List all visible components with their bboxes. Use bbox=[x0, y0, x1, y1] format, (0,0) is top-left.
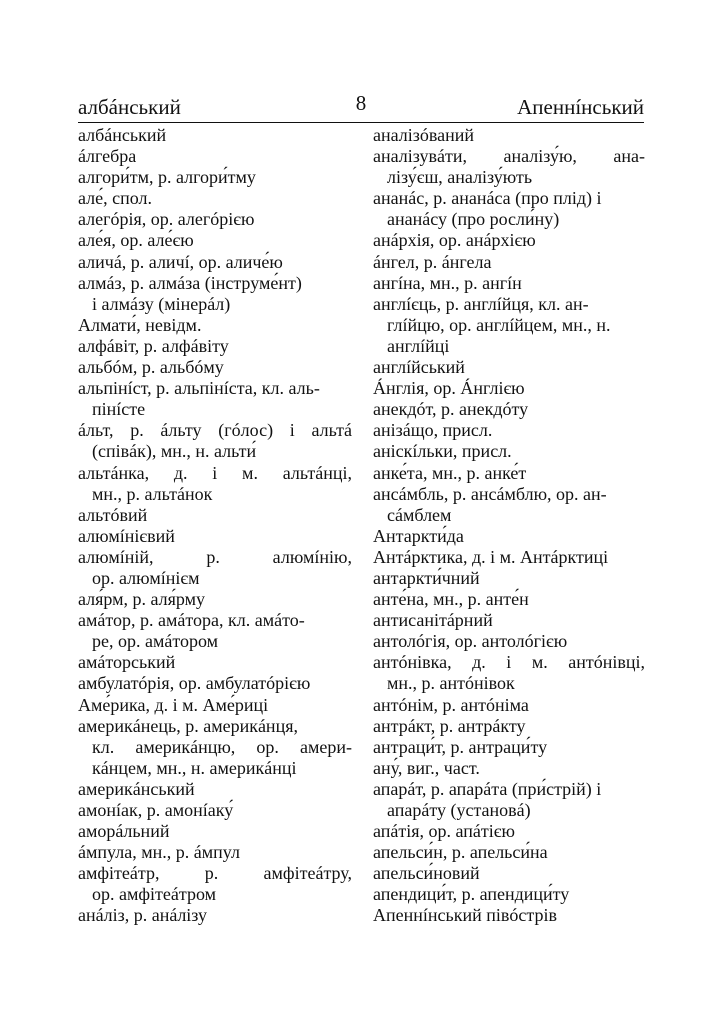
entry-line: глíйцю, ор. англíйцем, мн., н. bbox=[387, 314, 611, 335]
entry-line: анáрхія, ор. анáрхією bbox=[373, 230, 536, 251]
header-first-entry: албáнський bbox=[78, 95, 181, 119]
entry-line: апáтія, ор. апáтією bbox=[373, 821, 515, 842]
entry-line: ану́, виг., част. bbox=[373, 757, 480, 778]
entry-line: ангíна, мн., р. ангíн bbox=[373, 272, 522, 293]
entry-line: ансáмбль, р. ансáмблю, ор. ан- bbox=[373, 483, 607, 504]
entry-line: алмáз, р. алмáза (інструме́нт) bbox=[78, 272, 302, 293]
entry-line: ананáсу (про росли́ну) bbox=[387, 209, 560, 230]
entry-line: Аме́рика, д. і м. Аме́риці bbox=[78, 694, 269, 715]
entry-line: анте́на, мн., р. анте́н bbox=[373, 589, 529, 610]
entry-line: албáнський bbox=[78, 125, 167, 145]
entry-line: áмпула, мн., р. áмпул bbox=[78, 842, 240, 863]
entry-line: америкáнський bbox=[78, 778, 195, 799]
entry-line: мн., р. антóнівок bbox=[387, 673, 515, 694]
entry-line: апарáту (установá) bbox=[387, 800, 531, 820]
entry-line: кл. америкáнцю, ор. амери- bbox=[92, 736, 352, 757]
entry-line: амбулатóрія, ор. амбулатóрією bbox=[78, 673, 311, 694]
entry-line: пінíсте bbox=[92, 399, 146, 420]
entry-line: аніскíльки, присл. bbox=[373, 441, 512, 462]
entry-line: амáтор, р. амáтора, кл. амáто- bbox=[78, 610, 305, 631]
entry-line: антрáкт, р. антрáкту bbox=[373, 715, 526, 736]
entry-line: апендици́т, р. апендици́ту bbox=[373, 884, 570, 905]
entry-line: антраци́т, р. антраци́ту bbox=[373, 736, 548, 757]
entry-line: Антáрктика, д. і м. Антáрктиці bbox=[373, 546, 609, 567]
entry-line: альбóм, р. альбóму bbox=[78, 357, 224, 378]
entry-line: аналізóваний bbox=[373, 125, 475, 145]
entry-line: апельси́н, р. апельси́на bbox=[373, 842, 548, 863]
entry-line: áльт, р. áльту (гóлос) і альтá bbox=[78, 420, 352, 441]
entry-line: англíйський bbox=[373, 357, 465, 378]
entry-line: альтáнка, д. і м. альтáнці, bbox=[78, 462, 352, 483]
entry-line: кáнцем, мн., н. америкáнці bbox=[92, 757, 297, 778]
entry-line: Áнглія, ор. Áнглією bbox=[373, 378, 525, 399]
entry-line: антисанітáрний bbox=[373, 610, 493, 631]
entry-line: анекдóт, р. анекдóту bbox=[373, 399, 529, 420]
entry-line: англíйці bbox=[387, 335, 450, 356]
header-rule bbox=[78, 122, 644, 123]
entry-line: амонíак, р. амонíаку́ bbox=[78, 800, 234, 820]
entry-line: ре, ор. амáтором bbox=[92, 631, 219, 652]
entry-line: але́, спол. bbox=[78, 188, 152, 209]
page-number: 8 bbox=[355, 91, 367, 115]
entry-line: алгори́тм, р. алгори́тму bbox=[78, 167, 256, 188]
entry-line: антолóгія, ор. антолóгією bbox=[373, 631, 568, 652]
entry-line: і алмáзу (мінерáл) bbox=[92, 293, 231, 314]
running-header bbox=[78, 91, 644, 120]
entry-line: ананáс, р. ананáса (про плід) і bbox=[373, 188, 602, 209]
entry-line: Алмати́, невідм. bbox=[78, 314, 202, 335]
entry-line: áлгебра bbox=[78, 146, 137, 167]
entry-line: áнгел, р. áнгела bbox=[373, 251, 492, 272]
entry-line: Апеннíнський півóстрів bbox=[373, 905, 557, 926]
entry-line: алюмíній, р. алюмíнію, bbox=[78, 546, 352, 567]
entry-line: ор. амфітеáтром bbox=[92, 884, 217, 905]
entry-line: сáмблем bbox=[387, 504, 452, 525]
entry-line: антóнівка, д. і м. антóнівці, bbox=[373, 652, 645, 673]
entry-line: алфáвіт, р. алфáвіту bbox=[78, 335, 229, 356]
left-column bbox=[78, 125, 352, 927]
entry-line: альтóвий bbox=[78, 504, 148, 525]
entry-line: але́я, ор. але́єю bbox=[78, 230, 194, 251]
entry-line: анке́та, мн., р. анке́т bbox=[373, 462, 527, 483]
entry-line: аля́рм, р. аля́рму bbox=[78, 589, 206, 610]
entry-line: ор. алюмíнієм bbox=[92, 567, 200, 588]
right-column bbox=[373, 125, 645, 927]
entry-line: мн., р. альтáнок bbox=[92, 483, 213, 504]
entry-line: америкáнець, р. америкáнця, bbox=[78, 715, 298, 736]
entry-line: анáліз, р. анáлізу bbox=[78, 905, 208, 926]
entry-line: лізу́єш, аналізу́ють bbox=[387, 167, 533, 188]
entry-line: англíєць, р. англíйця, кл. ан- bbox=[373, 293, 589, 314]
entry-line: апельси́новий bbox=[373, 863, 480, 884]
entry-line: (співáк), мн., н. альти́ bbox=[92, 441, 257, 462]
entry-line: аличá, р. аличí, ор. аличе́ю bbox=[78, 251, 283, 272]
entry-line: алегóрія, ор. алегóрією bbox=[78, 209, 255, 230]
entry-line: аморáльний bbox=[78, 821, 170, 842]
entry-line: анізáщо, присл. bbox=[373, 420, 493, 441]
entry-line: антóнім, р. антóніма bbox=[373, 694, 529, 715]
entry-line: Антаркти́да bbox=[373, 525, 464, 546]
entry-line: аналізувáти, аналізу́ю, ана- bbox=[373, 146, 645, 167]
entry-line: апарáт, р. апарáта (при́стрій) і bbox=[373, 778, 602, 799]
header-last-entry: Апеннíнський bbox=[517, 95, 644, 119]
entry-line: антаркти́чний bbox=[373, 567, 480, 588]
entry-line: амáторський bbox=[78, 652, 176, 673]
entry-line: амфітеáтр, р. амфітеáтру, bbox=[78, 863, 352, 884]
entry-line: алюмíнієвий bbox=[78, 525, 175, 546]
entry-line: альпінíст, р. альпінíста, кл. аль- bbox=[78, 378, 320, 399]
